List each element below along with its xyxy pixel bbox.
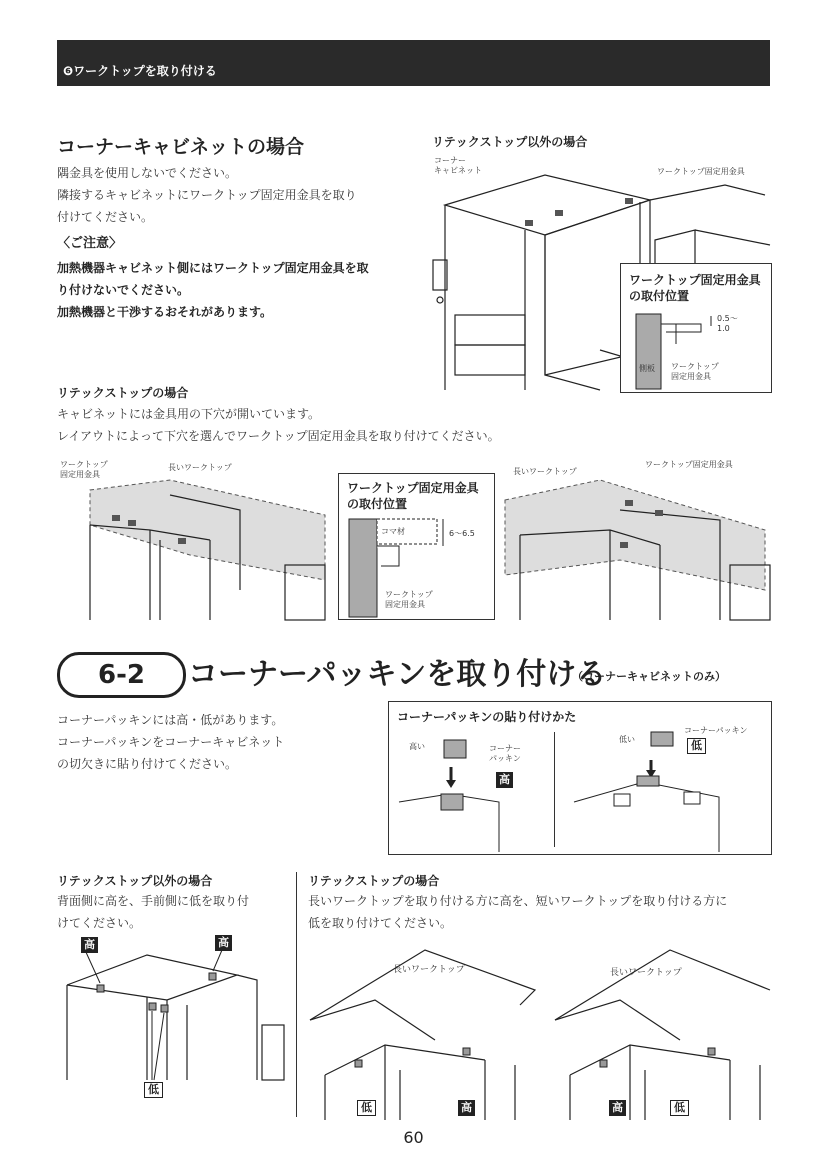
text-line: 低を取り付けてください。 (308, 916, 453, 930)
text-line: 背面側に高を、手前側に低を取り付 (57, 894, 250, 908)
mid-inset-fixture: ワークトップ 固定用金具 (385, 590, 433, 609)
text-line: 加熱機器キャビネット側にはワークトップ固定用金具を取 (57, 261, 369, 275)
section-header-title: ❻ワークトップを取り付ける (63, 64, 217, 78)
bottom-right-illustration (305, 945, 775, 1120)
text-line: 付けてください。 (57, 210, 154, 224)
inset-side-panel: 側板 (639, 364, 655, 373)
bottom-right-long-1: 長いワークトップ (393, 965, 465, 975)
packing-box-title: コーナーパッキンの貼り付けかた (397, 710, 577, 724)
inset-title: ワークトップ固定用金具 の取付位置 (629, 273, 761, 303)
mid-right-fixture-label: ワークトップ固定用金具 (645, 460, 733, 469)
text-line: り付けないでください。 (57, 283, 190, 297)
bottom-right-text (308, 890, 773, 934)
text-line: レイアウトによって下穴を選んでワークトップ固定用金具を取り付けてください。 (57, 429, 500, 443)
text-line: 加熱機器と干渉するおそれがあります。 (57, 305, 273, 319)
bottom-left-text (57, 890, 287, 934)
bottom-left-high-tag-1: 高 (81, 937, 98, 953)
page-number: 60 (403, 1128, 424, 1147)
high-label: 高い (409, 742, 425, 751)
caution-heading: 〈ご注意〉 (57, 236, 123, 251)
inset-dimension: 0.5〜 1.0 (717, 314, 738, 333)
section-62-text (57, 709, 357, 775)
mid-left-long-label: 長いワークトップ (168, 463, 232, 472)
caution-text (57, 257, 407, 323)
low-label: 低い (619, 735, 635, 744)
text-line: コーナーパッキンをコーナーキャビネット (57, 735, 285, 749)
fig-top-right-title: リテックストップ以外の場合 (432, 135, 588, 149)
mid-right-long-label: 長いワークトップ (513, 467, 577, 476)
text-line: の切欠きに貼り付けてください。 (57, 757, 238, 771)
mid-inset-dim: 6〜6.5 (449, 529, 475, 538)
fig-corner-cabinet-label: コーナー キャビネット (434, 156, 482, 175)
packing-howto-box (388, 701, 772, 855)
text-line: けてください。 (57, 916, 142, 930)
bottom-left-low-tag: 低 (144, 1082, 163, 1098)
mid-right-illustration (500, 470, 770, 620)
bottom-right-long-2: 長いワークトップ (610, 968, 682, 978)
litex-text (57, 403, 777, 447)
litex-heading: リテックストップの場合 (57, 386, 189, 400)
text-line: 隣接するキャビネットにワークトップ固定用金具を取り (57, 188, 357, 202)
corner-cabinet-text (57, 162, 407, 228)
text-line: 長いワークトップを取り付ける方に高を、短いワークトップを取り付ける方に (308, 894, 728, 908)
corner-cabinet-heading: コーナーキャビネットの場合 (57, 136, 305, 158)
fig-fixture-label: ワークトップ固定用金具 (657, 167, 745, 176)
bottom-left-illustration (57, 945, 287, 1080)
bottom-right-high-tag-1: 高 (458, 1100, 475, 1116)
fixture-position-inset (620, 263, 772, 393)
mid-inset-title: ワークトップ固定用金具 の取付位置 (347, 481, 479, 511)
bottom-right-low-tag-2: 低 (670, 1100, 689, 1116)
mid-fixture-position-inset (338, 473, 495, 620)
inset-fixture-label: ワークトップ 固定用金具 (671, 362, 719, 381)
bottom-divider (296, 872, 297, 1117)
mid-left-illustration (50, 470, 330, 620)
packing-illustration (389, 702, 771, 854)
text-line: キャビネットには金具用の下穴が開いています。 (57, 407, 321, 421)
text-line: 隅金具を使用しないでください。 (57, 166, 238, 180)
high-tag: 高 (496, 772, 513, 788)
bottom-left-high-tag-2: 高 (215, 935, 232, 951)
bottom-right-low-tag-1: 低 (357, 1100, 376, 1116)
packing-label: コーナー パッキン (489, 744, 521, 763)
section-62-note: （コーナーキャビネットのみ） (572, 670, 726, 683)
bottom-left-heading: リテックストップ以外の場合 (57, 874, 213, 888)
mid-inset-koma: コマ材 (381, 527, 405, 536)
section-62-title: コーナーパッキンを取り付ける (188, 657, 607, 692)
mid-left-fixture-label: ワークトップ 固定用金具 (60, 460, 108, 479)
packing-label-2: コーナーパッキン (684, 726, 748, 735)
bottom-right-high-tag-2: 高 (609, 1100, 626, 1116)
bottom-right-heading: リテックストップの場合 (308, 874, 440, 888)
text-line: コーナーパッキンには高・低があります。 (57, 713, 284, 727)
low-tag: 低 (687, 738, 706, 754)
section-number: 6-2 (98, 660, 145, 690)
